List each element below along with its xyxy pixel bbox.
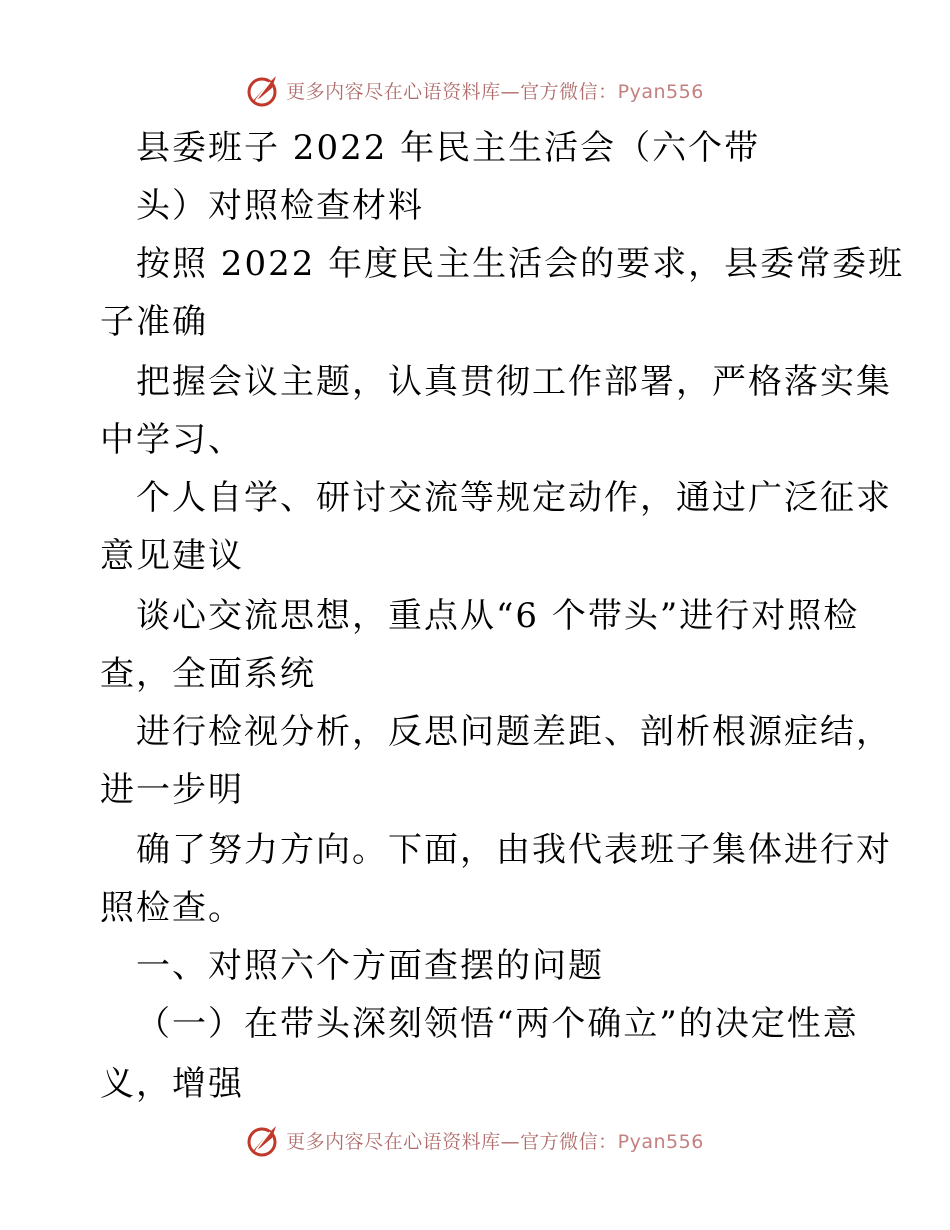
quill-logo-icon [246, 72, 282, 108]
text-line: 照检查。 [100, 888, 244, 928]
banner-text: 更多内容尽在心语资料库—官方微信：Pyan556 [286, 1130, 704, 1153]
text-line: 个人自学、研讨交流等规定动作，通过广泛征求 [136, 478, 892, 518]
text-line: 意见建议 [100, 536, 244, 576]
text-line: 确了努力方向。下面，由我代表班子集体进行对 [136, 830, 892, 870]
section-heading: 一、对照六个方面查摆的问题 [136, 946, 604, 986]
text-line: 把握会议主题，认真贯彻工作部署，严格落实集 [136, 362, 892, 402]
text-line: 头）对照检查材料 [136, 186, 424, 226]
text-line: 按照 2022 年度民主生活会的要求，县委常委班 [136, 244, 905, 284]
text-line: 县委班子 2022 年民主生活会（六个带 [136, 128, 761, 168]
banner-text: 更多内容尽在心语资料库—官方微信：Pyan556 [286, 80, 704, 103]
header-banner [0, 70, 950, 110]
footer-banner [0, 1120, 950, 1160]
text-line: 义，增强 [100, 1064, 244, 1104]
text-line: 子准确 [100, 302, 208, 342]
text-line: 中学习、 [100, 420, 244, 460]
text-line: 查，全面系统 [100, 654, 316, 694]
text-line: 进一步明 [100, 770, 244, 810]
subsection-heading: （一）在带头深刻领悟“两个确立”的决定性意 [136, 1004, 859, 1044]
quill-logo-icon [246, 1122, 282, 1158]
text-line: 进行检视分析，反思问题差距、剖析根源症结， [136, 712, 892, 752]
wechat-id: Pyan556 [617, 1130, 704, 1153]
wechat-id: Pyan556 [617, 80, 704, 103]
text-line: 谈心交流思想，重点从“6 个带头”进行对照检 [136, 596, 860, 636]
